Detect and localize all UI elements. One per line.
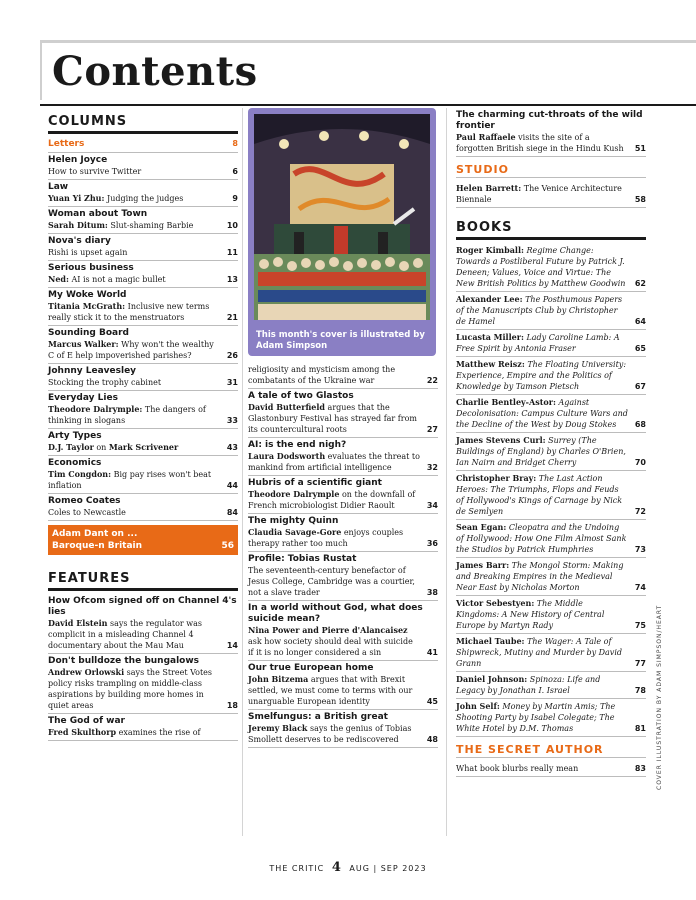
- page-number: 62: [634, 279, 646, 288]
- entry-description: [48, 339, 238, 361]
- entry-heading: Woman about Town: [48, 209, 148, 219]
- author-name: Yuan Yi Zhu:: [48, 193, 105, 203]
- description-text: [456, 701, 632, 734]
- book-title: Money by Martin Amis; The Shooting Party by Isabel Colegate; The White Hotel by D.M. Thomas: [456, 702, 616, 733]
- description-text: Ned: AI is not a magic bullet: [48, 274, 166, 284]
- reviewer-name: Matthew Reisz:: [456, 359, 525, 369]
- book-title: The Wager: A Tale of Shipwreck, Mutiny and Murder by David Grann: [456, 637, 623, 668]
- description-text: How to survive Twitter: [48, 167, 142, 176]
- page-number: 74: [634, 583, 646, 592]
- entry-description: [48, 667, 238, 711]
- column-entry[interactable]: [48, 429, 238, 456]
- page-number: 9: [232, 194, 238, 203]
- reviewer-name: James Stevens Curl:: [456, 435, 546, 445]
- entry-heading: Sounding Board: [48, 328, 129, 338]
- entry-description: [48, 220, 238, 231]
- reviewer-name: Charlie Bentley-Astor:: [456, 397, 556, 407]
- entry-description: [248, 402, 438, 435]
- description-text: Sarah Ditum: Slut-shaming Barbie: [48, 220, 194, 230]
- book-entry[interactable]: [456, 520, 646, 558]
- entry-heading: My Woke World: [48, 290, 127, 300]
- column-entry[interactable]: [48, 391, 238, 429]
- entry-heading: Don't bulldoze the bungalows: [48, 656, 200, 666]
- page-number: 43: [226, 443, 238, 452]
- description-text: [456, 473, 632, 517]
- entry-heading: The charming cut-throats of the wild frontier: [456, 110, 643, 131]
- description-text: [456, 560, 632, 593]
- book-title: Surrey (The Buildings of England) by Charles O'Brien, Ian Nairn and Bridget Cherry: [456, 436, 626, 467]
- book-title: The Posthumous Papers of the Manuscripts Club by Christopher de Hamel: [456, 295, 623, 326]
- entry-description: [48, 377, 238, 388]
- book-entry[interactable]: [456, 292, 646, 330]
- title-rule: [40, 104, 696, 106]
- entry-description: [48, 442, 238, 453]
- book-entry[interactable]: [456, 471, 646, 520]
- page-number: 31: [226, 378, 238, 387]
- page-number: 73: [634, 545, 646, 554]
- footer-page-number: 4: [331, 860, 342, 875]
- page-number: 70: [634, 458, 646, 467]
- description-text: Claudia Savage-Gore enjoys couples therapy rather too much: [248, 527, 404, 548]
- entry-heading: Smelfungus: a British great: [248, 712, 388, 722]
- entry-description: [456, 560, 646, 593]
- books-heading: BOOKS: [456, 214, 646, 240]
- entry-heading: Hubris of a scientific giant: [248, 478, 382, 488]
- description-text: Tim Congdon: Big pay rises won't beat inflation: [48, 469, 212, 490]
- studio-list: [456, 181, 646, 208]
- entry-description: [248, 674, 438, 707]
- book-title: Lady Caroline Lamb: A Free Spirit by Antonia Fraser: [456, 333, 620, 353]
- description-text: Paul Raffaele visits the site of a forgotten British siege in the Hindu Kush: [456, 132, 624, 153]
- features-list-2: [248, 362, 438, 748]
- entry-heading: Helen Joyce: [48, 155, 108, 165]
- description-text: The seventeenth-century benefactor of Jesus College, Cambridge was a courtier, not a slave trader: [248, 566, 415, 597]
- page-number: 18: [226, 701, 238, 710]
- entry-description: [248, 451, 438, 473]
- column-entry[interactable]: [48, 180, 238, 207]
- book-entry[interactable]: [456, 357, 646, 395]
- cover-caption: This month's cover is illustrated by Adam Simpson: [256, 330, 425, 351]
- entry-description: [48, 404, 238, 426]
- subject-name: Mark Scrivener: [108, 442, 179, 452]
- reviewer-name: John Self:: [456, 701, 500, 711]
- author-name: Paul Raffaele: [456, 132, 516, 142]
- book-entry[interactable]: [456, 634, 646, 672]
- studio-entry[interactable]: [456, 181, 646, 208]
- description-text: Titania McGrath: Inclusive new terms really stick it to the menstruators: [48, 301, 210, 322]
- page-number: 77: [634, 659, 646, 668]
- description-text: Fred Skulthorp examines the rise of: [48, 727, 201, 737]
- author-name: Titania McGrath:: [48, 301, 126, 311]
- page-footer: [0, 860, 696, 875]
- entry-description: [456, 674, 646, 696]
- entry-description: [456, 636, 646, 669]
- footer-issue: AUG | SEP 2023: [349, 864, 427, 873]
- top-rule: [40, 40, 696, 43]
- page-title: Contents: [52, 48, 258, 95]
- reviewer-name: Michael Taube:: [456, 636, 525, 646]
- books-list: [456, 243, 646, 737]
- page-number: 72: [634, 507, 646, 516]
- reviewer-name: James Barr:: [456, 560, 510, 570]
- entry-description: [248, 625, 438, 658]
- feature-entry[interactable]: [248, 552, 438, 601]
- column-entry[interactable]: [48, 456, 238, 494]
- page-number: 26: [226, 351, 238, 360]
- description-text: [456, 636, 632, 669]
- reviewer-name: Roger Kimball:: [456, 245, 524, 255]
- column-entry[interactable]: [48, 326, 238, 364]
- book-title: The Middle Kingdoms: A New History of Central Europe by Martyn Rady: [456, 599, 605, 630]
- page-number: 27: [426, 425, 438, 434]
- description-text: Theodore Dalrymple: The dangers of thinking in slogans: [48, 404, 206, 425]
- author-name: Theodore Dalrymple: [248, 489, 340, 499]
- book-title: The Floating University: Experience, Empire and the Politics of Knowledge by Tamson Pietsch: [456, 360, 627, 391]
- column-entry[interactable]: [48, 153, 238, 180]
- entry-heading: AI: is the end nigh?: [248, 440, 347, 450]
- entry-heading: Profile: Tobias Rustat: [248, 554, 357, 564]
- page-number: 14: [226, 641, 238, 650]
- entry-heading: Romeo Coates: [48, 496, 121, 506]
- entry-description: [456, 397, 646, 430]
- entry-description: [248, 364, 438, 386]
- reviewer-name: Lucasta Miller:: [456, 332, 524, 342]
- book-entry[interactable]: [456, 243, 646, 292]
- description-text: David Butterfield argues that the Glastonbury Festival has strayed far from its countercultural roots: [248, 402, 417, 434]
- page-number: 75: [634, 621, 646, 630]
- entry-description: [248, 565, 438, 598]
- page-number: 21: [226, 313, 238, 322]
- feature-entry[interactable]: [248, 661, 438, 710]
- page-number: 8: [232, 139, 238, 148]
- entry-heading: Johnny Leavesley: [48, 366, 137, 376]
- description-text: [456, 598, 632, 631]
- entry-heading: Law: [48, 182, 69, 192]
- entry-description: [248, 527, 438, 549]
- features-list-1: [48, 594, 238, 741]
- description-text: [456, 522, 632, 555]
- contents-column-3: [456, 108, 646, 777]
- entry-description: [48, 166, 238, 177]
- author-name: Tim Congdon:: [48, 469, 112, 479]
- left-rule: [40, 40, 42, 100]
- feature-entry[interactable]: [248, 438, 438, 476]
- feature-entry[interactable]: [248, 514, 438, 552]
- page-number: 58: [634, 195, 646, 204]
- book-title: The Mongol Storm: Making and Breaking Empires in the Medieval Near East by Nicholas Morton: [456, 561, 624, 592]
- author-name: Jeremy Black: [248, 723, 308, 733]
- page-number: 22: [426, 376, 438, 385]
- entry-heading: Nova's diary: [48, 236, 111, 246]
- author-name: Fred Skulthorp: [48, 727, 117, 737]
- features-list-3: [456, 108, 646, 157]
- book-entry[interactable]: [456, 558, 646, 596]
- author-name: David Elstein: [48, 618, 108, 628]
- author-name: John Bitzema: [248, 674, 309, 684]
- promo-line-1: Adam Dant on ...: [52, 529, 138, 539]
- feature-entry[interactable]: [248, 476, 438, 514]
- description-text: Laura Dodsworth evaluates the threat to mankind from artificial intelligence: [248, 451, 420, 472]
- author-name: D.J. Taylor: [48, 442, 94, 452]
- description-text: Marcus Walker: Why won't the wealthy C of E help impoverished parishes?: [48, 339, 214, 360]
- description-text: Andrew Orlowski says the Street Votes policy risks trampling on middle-class aspirations by building more homes in quiet areas: [48, 667, 213, 710]
- entry-heading: Letters: [48, 139, 85, 149]
- entry-description: [48, 618, 238, 651]
- page-number: 44: [226, 481, 238, 490]
- author-name: Marcus Walker:: [48, 339, 119, 349]
- book-entry[interactable]: [456, 596, 646, 634]
- author-name: Sarah Ditum:: [48, 220, 108, 230]
- description-text: religiosity and mysticism among the combatants of the Ukraine war: [248, 365, 396, 385]
- footer-brand: THE CRITIC: [269, 864, 325, 873]
- feature-entry[interactable]: [248, 362, 438, 389]
- page-number: 68: [634, 420, 646, 429]
- contents-column-1: [48, 108, 238, 741]
- description-text: [456, 359, 632, 392]
- contents-column-2: [248, 108, 438, 748]
- entry-heading: Arty Types: [48, 431, 102, 441]
- column-entry[interactable]: [48, 364, 238, 391]
- description-text: Nina Power and Pierre d'Alancaisez ask how society should deal with suicide if it is no longer considered a sin: [248, 625, 413, 657]
- column-entry[interactable]: [48, 234, 238, 261]
- page-number: 78: [634, 686, 646, 695]
- description-text: Jeremy Black says the genius of Tobias Smollett deserves to be rediscovered: [248, 723, 412, 744]
- entry-heading: Everyday Lies: [48, 393, 118, 403]
- book-entry[interactable]: [456, 330, 646, 357]
- book-title: Cleopatra and the Undoing of Hollywood: How One Film Almost Sank the Studios by Patrick Humphries: [456, 523, 627, 554]
- description-text: [456, 245, 632, 289]
- entry-heading: How Ofcom signed off on Channel 4's lies: [48, 596, 237, 617]
- entry-description: [48, 727, 238, 738]
- column-entry[interactable]: [48, 137, 238, 153]
- description-text: D.J. Taylor on Mark Scrivener: [48, 442, 179, 452]
- page-number: 38: [426, 588, 438, 597]
- feature-entry[interactable]: [48, 594, 238, 654]
- reviewer-name: Sean Egan:: [456, 522, 507, 532]
- entry-description: [248, 723, 438, 745]
- entry-heading: Economics: [48, 458, 102, 468]
- page-number: 67: [634, 382, 646, 391]
- feature-entry[interactable]: [248, 710, 438, 748]
- column-divider: [446, 108, 447, 836]
- description-text: Helen Barrett: The Venice Architecture Biennale: [456, 183, 622, 204]
- entry-description: [48, 301, 238, 323]
- entry-description: [456, 332, 646, 354]
- column-entry[interactable]: [48, 288, 238, 326]
- secret-author-entry[interactable]: What book blurbs really mean 83: [456, 761, 646, 777]
- reviewer-name: Alexander Lee:: [456, 294, 523, 304]
- column-entry[interactable]: [48, 207, 238, 234]
- description-text: [456, 332, 632, 354]
- author-name: Andrew Orlowski: [48, 667, 125, 677]
- promo-box[interactable]: [48, 525, 238, 555]
- entry-description: [48, 507, 238, 518]
- promo-line-2: Baroque-n Britain 56: [52, 541, 234, 551]
- description-text: Theodore Dalrymple on the downfall of French microbiologist Didier Raoult: [248, 489, 416, 510]
- author-name: Helen Barrett:: [456, 183, 522, 193]
- page-number: 6: [232, 167, 238, 176]
- feature-entry[interactable]: [248, 389, 438, 438]
- feature-entry[interactable]: [48, 654, 238, 714]
- studio-heading: STUDIO: [456, 161, 646, 178]
- author-name: David Butterfield: [248, 402, 325, 412]
- description-text: [456, 674, 632, 696]
- feature-entry[interactable]: [456, 108, 646, 157]
- page-number: 51: [634, 144, 646, 153]
- entry-description: [456, 245, 646, 289]
- entry-heading: In a world without God, what does suicide mean?: [248, 603, 423, 624]
- entry-description: [48, 193, 238, 204]
- author-name: Laura Dodsworth: [248, 451, 326, 461]
- entry-heading: A tale of two Glastos: [248, 391, 354, 401]
- page-number: 36: [426, 539, 438, 548]
- column-divider: [242, 108, 243, 836]
- description-text: [456, 294, 632, 327]
- description-text: [456, 397, 632, 430]
- author-name: Theodore Dalrymple:: [48, 404, 143, 414]
- columns-heading: COLUMNS: [48, 108, 238, 134]
- book-entry[interactable]: [456, 395, 646, 433]
- reviewer-name: Christopher Bray:: [456, 473, 537, 483]
- entry-description: [456, 701, 646, 734]
- description-text: John Bitzema argues that with Brexit settled, we must come to terms with our unarguable European identity: [248, 674, 413, 706]
- entry-description: [248, 489, 438, 511]
- entry-heading: The God of war: [48, 716, 125, 726]
- description-text: David Elstein says the regulator was complicit in a misleading Channel 4 documentary about the Mau Mau: [48, 618, 202, 650]
- column-entry[interactable]: [48, 261, 238, 288]
- entry-description: [48, 247, 238, 258]
- page-number: 10: [226, 221, 238, 230]
- entry-description: [456, 598, 646, 631]
- page-number: 41: [426, 648, 438, 657]
- reviewer-name: Victor Sebestyen:: [456, 598, 535, 608]
- entry-description: [456, 132, 646, 154]
- page-number: 45: [426, 697, 438, 706]
- entry-description: [456, 473, 646, 517]
- feature-entry[interactable]: [248, 601, 438, 661]
- column-entry[interactable]: [48, 494, 238, 521]
- description-text: Coles to Newcastle: [48, 508, 126, 517]
- page-number: 48: [426, 735, 438, 744]
- page-number: 11: [226, 248, 238, 257]
- page-number: 84: [226, 508, 238, 517]
- entry-description: [48, 274, 238, 285]
- entry-heading: Serious business: [48, 263, 134, 273]
- page-number: 81: [634, 724, 646, 733]
- page-number: 13: [226, 275, 238, 284]
- description-text: Rishi is upset again: [48, 248, 128, 257]
- page-number: 65: [634, 344, 646, 353]
- book-entry[interactable]: [456, 672, 646, 699]
- entry-description: [456, 435, 646, 468]
- book-title: Spinoza: Life and Legacy by Jonathan I. Israel: [456, 675, 601, 695]
- book-entry[interactable]: [456, 433, 646, 471]
- author-name: Ned:: [48, 274, 69, 284]
- cover-thumbnail[interactable]: [248, 108, 436, 356]
- entry-description: [48, 469, 238, 491]
- cover-illustration: [254, 114, 430, 320]
- author-name: Nina Power and Pierre d'Alancaisez: [248, 625, 408, 635]
- entry-description: [456, 294, 646, 327]
- entry-line: [48, 139, 238, 150]
- book-title: Against Decolonisation: Campus Culture Wars and the Decline of the West by Doug Stokes: [456, 398, 628, 429]
- entry-description: [456, 522, 646, 555]
- page-number: 32: [426, 463, 438, 472]
- reviewer-name: Daniel Johnson:: [456, 674, 528, 684]
- secret-author-heading: THE SECRET AUTHOR: [456, 741, 646, 758]
- page-number: 34: [426, 501, 438, 510]
- author-name: Claudia Savage-Gore: [248, 527, 342, 537]
- entry-description: [456, 183, 646, 205]
- book-title: The Last Action Heroes: The Triumphs, Flops and Feuds of Hollywood's Kings of Carnage by Nick de Semlyen: [456, 474, 623, 516]
- entry-heading: Our true European home: [248, 663, 374, 673]
- description-text: Stocking the trophy cabinet: [48, 378, 162, 387]
- book-title: Regime Change: Towards a Postliberal Future by Patrick J. Deneen; Values, Voice and Virtue: The New British Politics by Matthew Goodwin: [456, 246, 626, 288]
- book-entry[interactable]: [456, 699, 646, 737]
- description-text: Yuan Yi Zhu: Judging the judges: [48, 193, 184, 203]
- page-number: 33: [226, 416, 238, 425]
- page-number: 64: [634, 317, 646, 326]
- entry-description: [456, 359, 646, 392]
- feature-entry[interactable]: [48, 714, 238, 741]
- features-heading: FEATURES: [48, 565, 238, 591]
- description-text: [456, 435, 632, 468]
- columns-list: [48, 137, 238, 521]
- entry-heading: The mighty Quinn: [248, 516, 339, 526]
- cover-credit: COVER ILLUSTRATION BY ADAM SIMPSON/HEART: [656, 604, 663, 790]
